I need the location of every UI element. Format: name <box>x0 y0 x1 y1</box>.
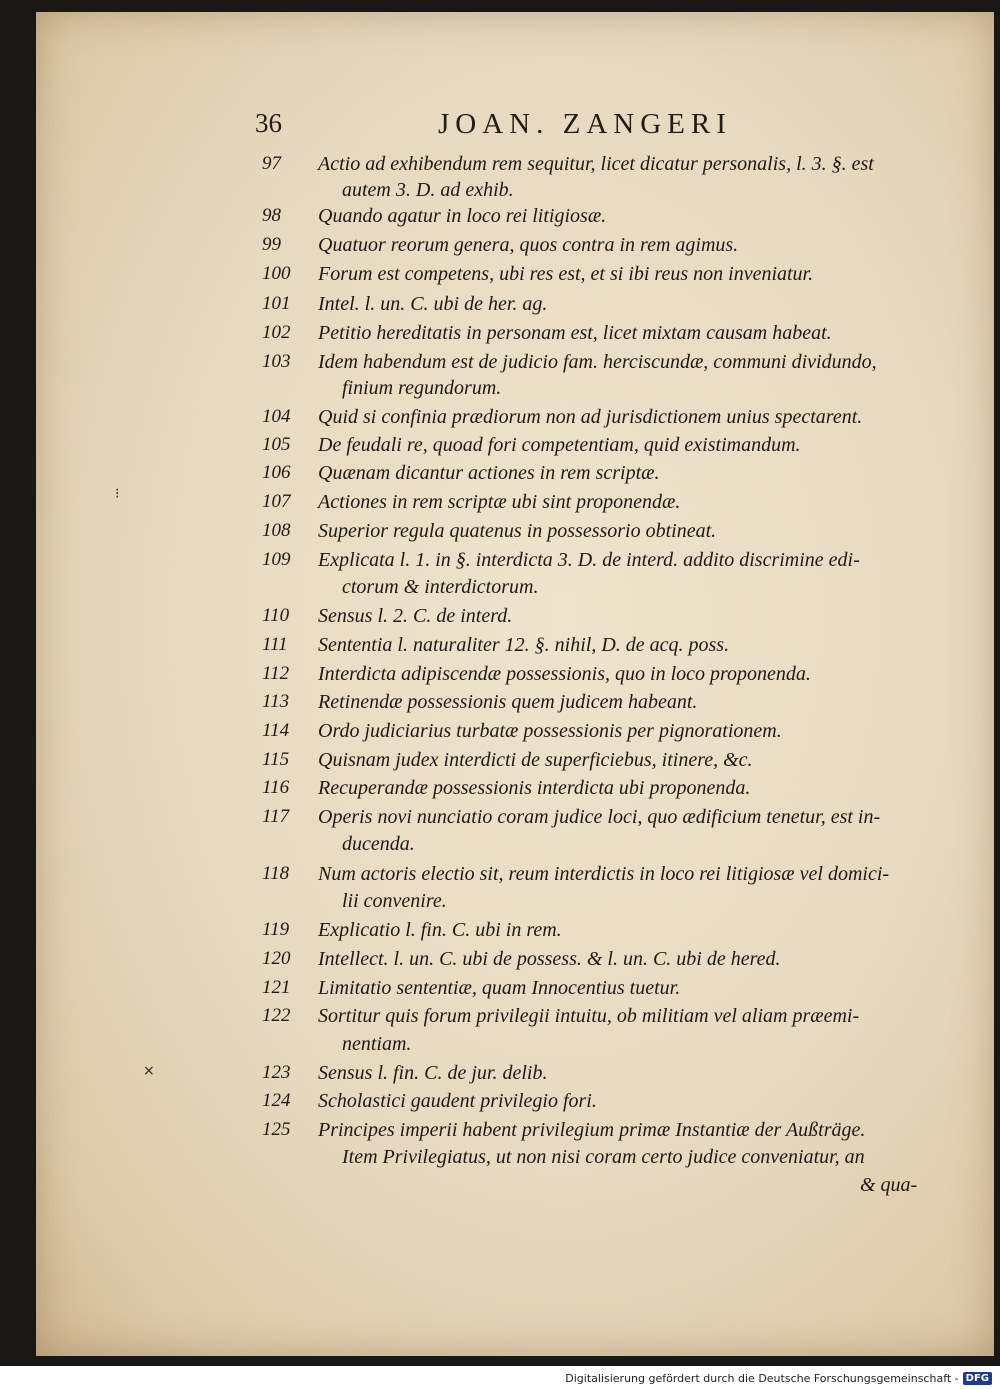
entry-text-continuation: ctorum & interdictorum. <box>342 576 539 598</box>
entry-number: 118 <box>262 863 290 884</box>
entry-text: Interdicta adipiscendæ possessionis, quo in loco proponenda. <box>318 663 811 685</box>
entry-text: Sententia l. naturaliter 12. §. nihil, D. de acq. poss. <box>318 634 730 656</box>
entry-number: 123 <box>262 1062 291 1083</box>
entry-number: 102 <box>262 322 291 343</box>
entry-text: Quatuor reorum genera, quos contra in rem agimus. <box>318 234 739 256</box>
entry-number: 125 <box>262 1119 291 1140</box>
entry-number: 119 <box>262 919 290 940</box>
entry-text: Num actoris electio sit, reum interdictis in loco rei litigiosæ vel domici- <box>318 863 890 885</box>
entry-text: Explicatio l. fin. C. ubi in rem. <box>318 919 562 941</box>
entry-text: Explicata l. 1. in §. interdicta 3. D. de interd. addito discrimine edi- <box>318 549 860 571</box>
entry-text-continuation: Item Privilegiatus, ut non nisi coram certo judice conveniatur, an <box>342 1146 865 1168</box>
entry-number: 116 <box>262 777 290 798</box>
entry-number: 115 <box>262 749 290 770</box>
entry-number: 112 <box>262 663 290 684</box>
entry-number: 101 <box>262 293 291 314</box>
entry-text: Quænam dicantur actiones in rem scriptæ. <box>318 462 660 484</box>
entry-text-continuation: finium regundorum. <box>342 377 502 399</box>
entry-number: 98 <box>262 205 281 226</box>
entry-text: Superior regula quatenus in possessorio obtineat. <box>318 520 717 542</box>
entry-number: 99 <box>262 234 281 255</box>
entry-text: Scholastici gaudent privilegio fori. <box>318 1090 597 1112</box>
entry-text: Intel. l. un. C. ubi de her. ag. <box>318 293 548 315</box>
entry-number: 97 <box>262 153 281 174</box>
running-head: JOAN. ZANGERI <box>438 108 732 140</box>
entry-number: 113 <box>262 691 290 712</box>
entry-text: Limitatio sententiæ, quam Innocentius tuetur. <box>318 977 681 999</box>
entry-text: Quisnam judex interdicti de superficiebus, itinere, &c. <box>318 749 753 771</box>
page-number: 36 <box>255 108 282 138</box>
entry-number: 107 <box>262 491 291 512</box>
entry-text-continuation: autem 3. D. ad exhib. <box>342 179 514 201</box>
entry-number: 104 <box>262 406 291 427</box>
entry-number: 103 <box>262 351 291 372</box>
entry-text: Intellect. l. un. C. ubi de possess. & l. un. C. ubi de hered. <box>318 948 781 970</box>
entry-number: 109 <box>262 549 291 570</box>
entry-number: 108 <box>262 520 291 541</box>
entry-text: De feudali re, quoad fori competentiam, quid existimandum. <box>318 434 801 456</box>
entry-number: 121 <box>262 977 291 998</box>
entry-text-continuation: nentiam. <box>342 1033 412 1055</box>
entry-number: 110 <box>262 605 290 626</box>
entry-text: Idem habendum est de judicio fam. herciscundæ, communi dividundo, <box>318 351 877 373</box>
entry-number: 120 <box>262 948 291 969</box>
entry-number: 117 <box>262 806 290 827</box>
entry-text: Sensus l. 2. C. de interd. <box>318 605 513 627</box>
entry-text: Principes imperii habent privilegium primæ Instantiæ der Außträge. <box>318 1119 866 1141</box>
entry-number: 106 <box>262 462 291 483</box>
stray-mark: × <box>143 1063 155 1079</box>
entry-text-continuation: ducenda. <box>342 833 415 855</box>
entry-text: Sortitur quis forum privilegii intuitu, ob militiam vel aliam præemi- <box>318 1005 860 1027</box>
entry-number: 111 <box>262 634 288 655</box>
entry-text: Quid si confinia prædiorum non ad jurisdictionem unius spectarent. <box>318 406 863 428</box>
entry-text: Sensus l. fin. C. de jur. delib. <box>318 1062 548 1084</box>
entry-number: 122 <box>262 1005 291 1026</box>
entry-text: Actio ad exhibendum rem sequitur, licet dicatur personalis, l. 3. §. est <box>318 153 874 175</box>
entry-text: Actiones in rem scriptæ ubi sint proponendæ. <box>318 491 681 513</box>
entry-text: Quando agatur in loco rei litigiosæ. <box>318 205 607 227</box>
entry-text: Ordo judiciarius turbatæ possessionis per pignorationem. <box>318 720 782 742</box>
stray-mark: ⁝ <box>115 486 120 502</box>
entry-number: 105 <box>262 434 291 455</box>
entry-text: Petitio hereditatis in personam est, licet mixtam causam habeat. <box>318 322 832 344</box>
entry-text-continuation: lii convenire. <box>342 890 447 912</box>
dfg-logo: DFG <box>963 1372 992 1385</box>
digitization-footer <box>565 1369 992 1387</box>
entry-text: Retinendæ possessionis quem judicem habeant. <box>318 691 698 713</box>
entry-number: 100 <box>262 263 291 284</box>
entry-text: Operis novi nunciatio coram judice loci, quo ædificium tenetur, est in- <box>318 806 881 828</box>
entry-text: Recuperandæ possessionis interdicta ubi proponenda. <box>318 777 751 799</box>
entry-text: Forum est competens, ubi res est, et si ibi reus non inveniatur. <box>318 263 814 285</box>
footer-text: Digitalisierung gefördert durch die Deutsche Forschungsgemeinschaft - <box>565 1371 959 1385</box>
entry-number: 124 <box>262 1090 291 1111</box>
entry-text-continuation: & qua- <box>860 1174 918 1196</box>
entry-number: 114 <box>262 720 290 741</box>
